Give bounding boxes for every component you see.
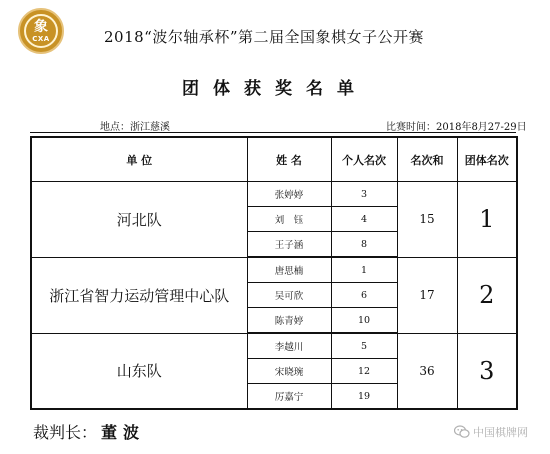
wechat-icon [454, 425, 470, 439]
cxa-logo [18, 8, 64, 54]
player-rank: 6 [331, 283, 397, 308]
table-row [31, 182, 517, 207]
team-name: 山东队 [31, 333, 247, 409]
header-rule [30, 132, 516, 133]
player-rank: 12 [331, 359, 397, 384]
header-name: 姓 名 [247, 137, 331, 182]
list-title: 团体获奖名单 [182, 79, 368, 99]
header-unit: 单 位 [31, 137, 247, 182]
rank-sum: 15 [397, 182, 457, 258]
logo-inner [24, 14, 58, 48]
player-rank: 1 [331, 257, 397, 283]
event-title: 2018“波尔轴承杯”第二届全国象棋女子公开赛 [104, 28, 425, 46]
player-name: 张婷婷 [247, 182, 331, 207]
player-name: 王子涵 [247, 232, 331, 258]
table-row [31, 333, 517, 359]
referee-label: 裁判长： [33, 423, 98, 442]
team-name: 河北队 [31, 182, 247, 258]
player-name: 唐思楠 [247, 257, 331, 283]
rank-sum: 17 [397, 257, 457, 333]
player-name: 厉嘉宁 [247, 384, 331, 410]
team-place: 1 [457, 182, 517, 258]
watermark-text: 中国棋牌网 [473, 426, 528, 439]
header-individual-rank: 个人名次 [331, 137, 397, 182]
logo-text: CXA [32, 34, 50, 43]
chief-referee [33, 420, 145, 443]
awards-table [30, 136, 518, 410]
watermark [454, 424, 528, 440]
player-rank: 8 [331, 232, 397, 258]
header-row [31, 137, 517, 182]
header-rank-sum: 名次和 [397, 137, 457, 182]
team-place: 3 [457, 333, 517, 409]
table-row [31, 257, 517, 283]
referee-name: 董波 [101, 423, 146, 442]
player-name: 陈青婷 [247, 308, 331, 334]
competition-dates: 比赛时间：2018年8月27-29日 [386, 122, 527, 133]
player-name: 刘 钰 [247, 207, 331, 232]
player-rank: 5 [331, 333, 397, 359]
header-team-place: 团体名次 [457, 137, 517, 182]
player-name: 宋晓琬 [247, 359, 331, 384]
rank-sum: 36 [397, 333, 457, 409]
player-rank: 10 [331, 308, 397, 334]
location: 地点：浙江慈溪 [100, 122, 170, 133]
player-rank: 19 [331, 384, 397, 410]
player-rank: 4 [331, 207, 397, 232]
player-rank: 3 [331, 182, 397, 207]
player-name: 李越川 [247, 333, 331, 359]
team-place: 2 [457, 257, 517, 333]
team-name: 浙江省智力运动管理中心队 [31, 257, 247, 333]
logo-glyph: 象 [34, 18, 48, 35]
player-name: 吴可欣 [247, 283, 331, 308]
